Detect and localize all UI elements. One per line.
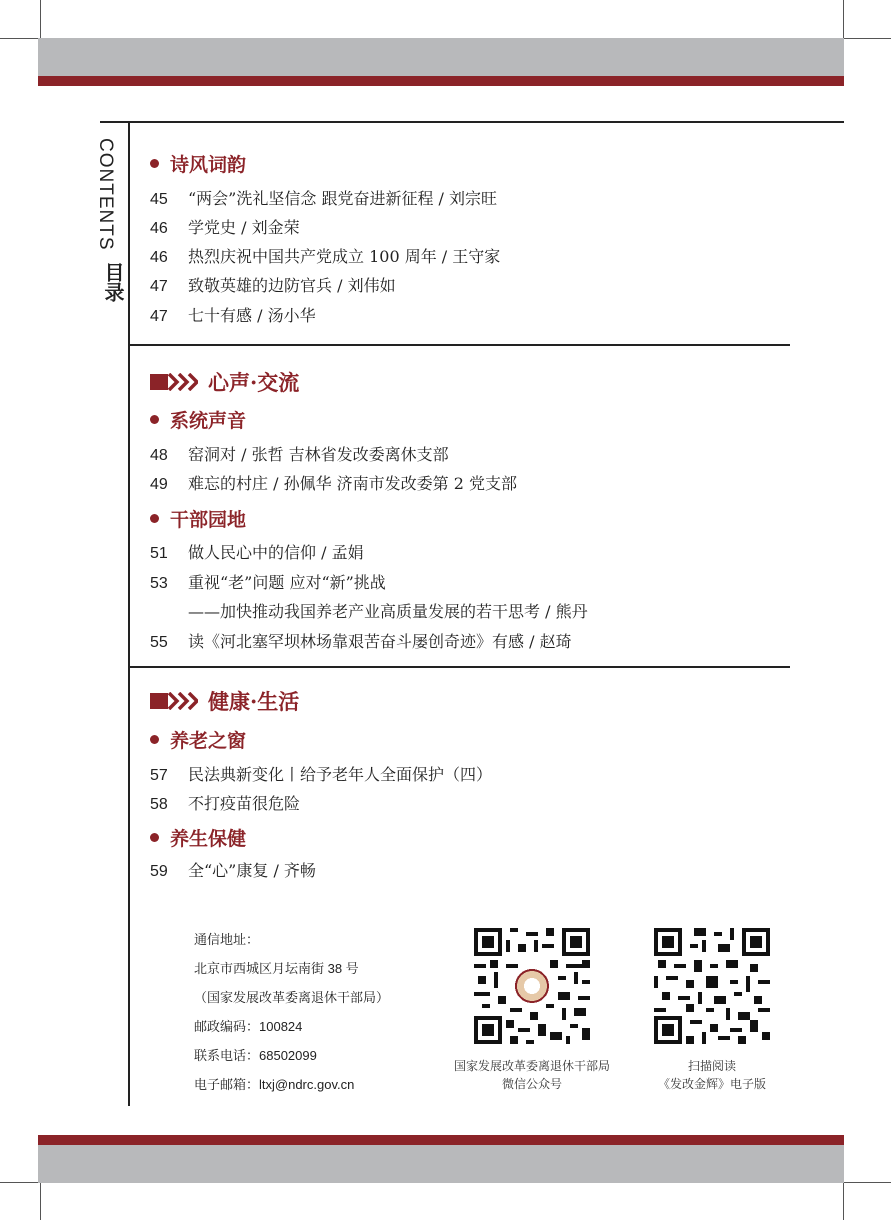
entry-subtitle: ——加快推动我国养老产业高质量发展的若干思考 / 熊丹 <box>188 602 588 621</box>
toc-entry[interactable] <box>150 303 316 326</box>
entry-title: 读《河北塞罕坝林场靠艰苦奋斗屡创奇迹》有感 / 赵琦 <box>188 632 572 651</box>
contents-label <box>96 138 130 318</box>
digital-edition-qr-code[interactable] <box>654 928 770 1044</box>
entry-title: 重视“老”问题 应对“新”挑战 <box>188 573 386 592</box>
subsection-title: 干部园地 <box>170 509 247 531</box>
page-number: 48 <box>150 447 168 464</box>
entry-title: 七十有感 / 汤小华 <box>188 306 316 325</box>
section-divider <box>128 344 790 346</box>
contact-email[interactable]: 电子邮箱：ltxj@ndrc.gov.cn <box>194 1077 355 1092</box>
entry-title: 全“心”康复 / 齐畅 <box>188 861 316 880</box>
bullet-icon <box>150 514 159 523</box>
page-number: 47 <box>150 308 168 325</box>
page-number: 57 <box>150 767 168 784</box>
toc-entry[interactable] <box>150 858 316 881</box>
toc-entry-continuation[interactable] <box>188 599 588 622</box>
page-number: 46 <box>150 249 168 266</box>
entry-title: 民法典新变化丨给予老年人全面保护（四） <box>188 765 493 784</box>
caption-line: 《发改金辉》电子版 <box>657 1077 766 1091</box>
subsection-heading <box>150 824 246 851</box>
toc-entry[interactable] <box>150 540 364 563</box>
contents-label-en: CONTENTS <box>95 138 116 251</box>
footer-gray-band <box>38 1145 844 1183</box>
subsection-heading <box>150 150 246 177</box>
entry-title: 学党史 / 刘金荣 <box>188 218 300 237</box>
page-number: 47 <box>150 278 168 295</box>
wechat-qr-code[interactable] <box>474 928 590 1044</box>
section-title: 健康·生活 <box>208 689 300 714</box>
toc-entry[interactable] <box>150 215 300 238</box>
subsection-title: 诗风词韵 <box>170 154 247 176</box>
subsection-title: 系统声音 <box>170 410 247 432</box>
toc-entry[interactable] <box>150 791 300 814</box>
contents-label-zh: 目录 <box>101 262 125 302</box>
toc-entry[interactable] <box>150 186 497 209</box>
bullet-icon <box>150 415 159 424</box>
footer-red-band <box>38 1135 844 1145</box>
page-number: 45 <box>150 191 168 208</box>
entry-title: 难忘的村庄 / 孙佩华 济南市发改委第 2 党支部 <box>188 474 518 493</box>
toc-entry[interactable] <box>150 244 500 267</box>
top-rule <box>100 121 844 123</box>
subsection-heading <box>150 726 246 753</box>
toc-entry[interactable] <box>150 629 572 652</box>
chevron-arrow-icon <box>150 692 198 710</box>
toc-entry[interactable] <box>150 273 396 296</box>
bullet-icon <box>150 833 159 842</box>
crop-mark <box>843 38 891 39</box>
caption-line: 国家发展改革委离退休干部局 <box>453 1059 610 1073</box>
bullet-icon <box>150 159 159 168</box>
contact-address: 北京市西城区月坛南街 38 号 <box>194 961 359 976</box>
caption-line: 微信公众号 <box>501 1077 562 1091</box>
page-number: 49 <box>150 476 168 493</box>
contact-organization: （国家发展改革委离退休干部局） <box>194 990 390 1005</box>
digital-edition-qr-caption <box>622 1057 802 1093</box>
section-divider <box>128 666 790 668</box>
entry-title: “两会”洗礼坚信念 跟党奋进新征程 / 刘宗旺 <box>188 189 498 208</box>
page-number: 51 <box>150 545 168 562</box>
header-red-band <box>38 76 844 86</box>
header-gray-band <box>38 38 844 76</box>
toc-entry[interactable] <box>150 570 386 593</box>
page-number: 55 <box>150 634 168 651</box>
page-number: 46 <box>150 220 168 237</box>
wechat-qr-caption <box>432 1057 632 1093</box>
bullet-icon <box>150 735 159 744</box>
contact-address-label: 通信地址： <box>194 932 260 947</box>
entry-title: 致敬英雄的边防官兵 / 刘伟如 <box>188 276 396 295</box>
toc-entry[interactable] <box>150 442 449 465</box>
section-title: 心声·交流 <box>208 370 300 395</box>
entry-title: 热烈庆祝中国共产党成立 100 周年 / 王守家 <box>188 247 501 266</box>
entry-title: 不打疫苗很危险 <box>188 794 301 813</box>
contact-postcode: 邮政编码：100824 <box>194 1019 303 1034</box>
subsection-heading <box>150 406 246 433</box>
page-number: 53 <box>150 575 168 592</box>
subsection-title: 养老之窗 <box>170 730 247 752</box>
subsection-title: 养生保健 <box>170 828 247 850</box>
section-heading <box>150 367 299 397</box>
toc-entry[interactable] <box>150 471 517 494</box>
caption-line: 扫描阅读 <box>687 1059 736 1073</box>
toc-entry[interactable] <box>150 762 492 785</box>
section-heading <box>150 686 299 716</box>
page-number: 59 <box>150 863 168 880</box>
chevron-arrow-icon <box>150 373 198 391</box>
subsection-heading <box>150 505 246 532</box>
contact-phone: 联系电话：68502099 <box>194 1048 317 1063</box>
entry-title: 窑洞对 / 张哲 吉林省发改委离休支部 <box>188 445 449 464</box>
page-number: 58 <box>150 796 168 813</box>
crop-mark <box>843 1182 891 1183</box>
entry-title: 做人民心中的信仰 / 孟娟 <box>188 543 364 562</box>
